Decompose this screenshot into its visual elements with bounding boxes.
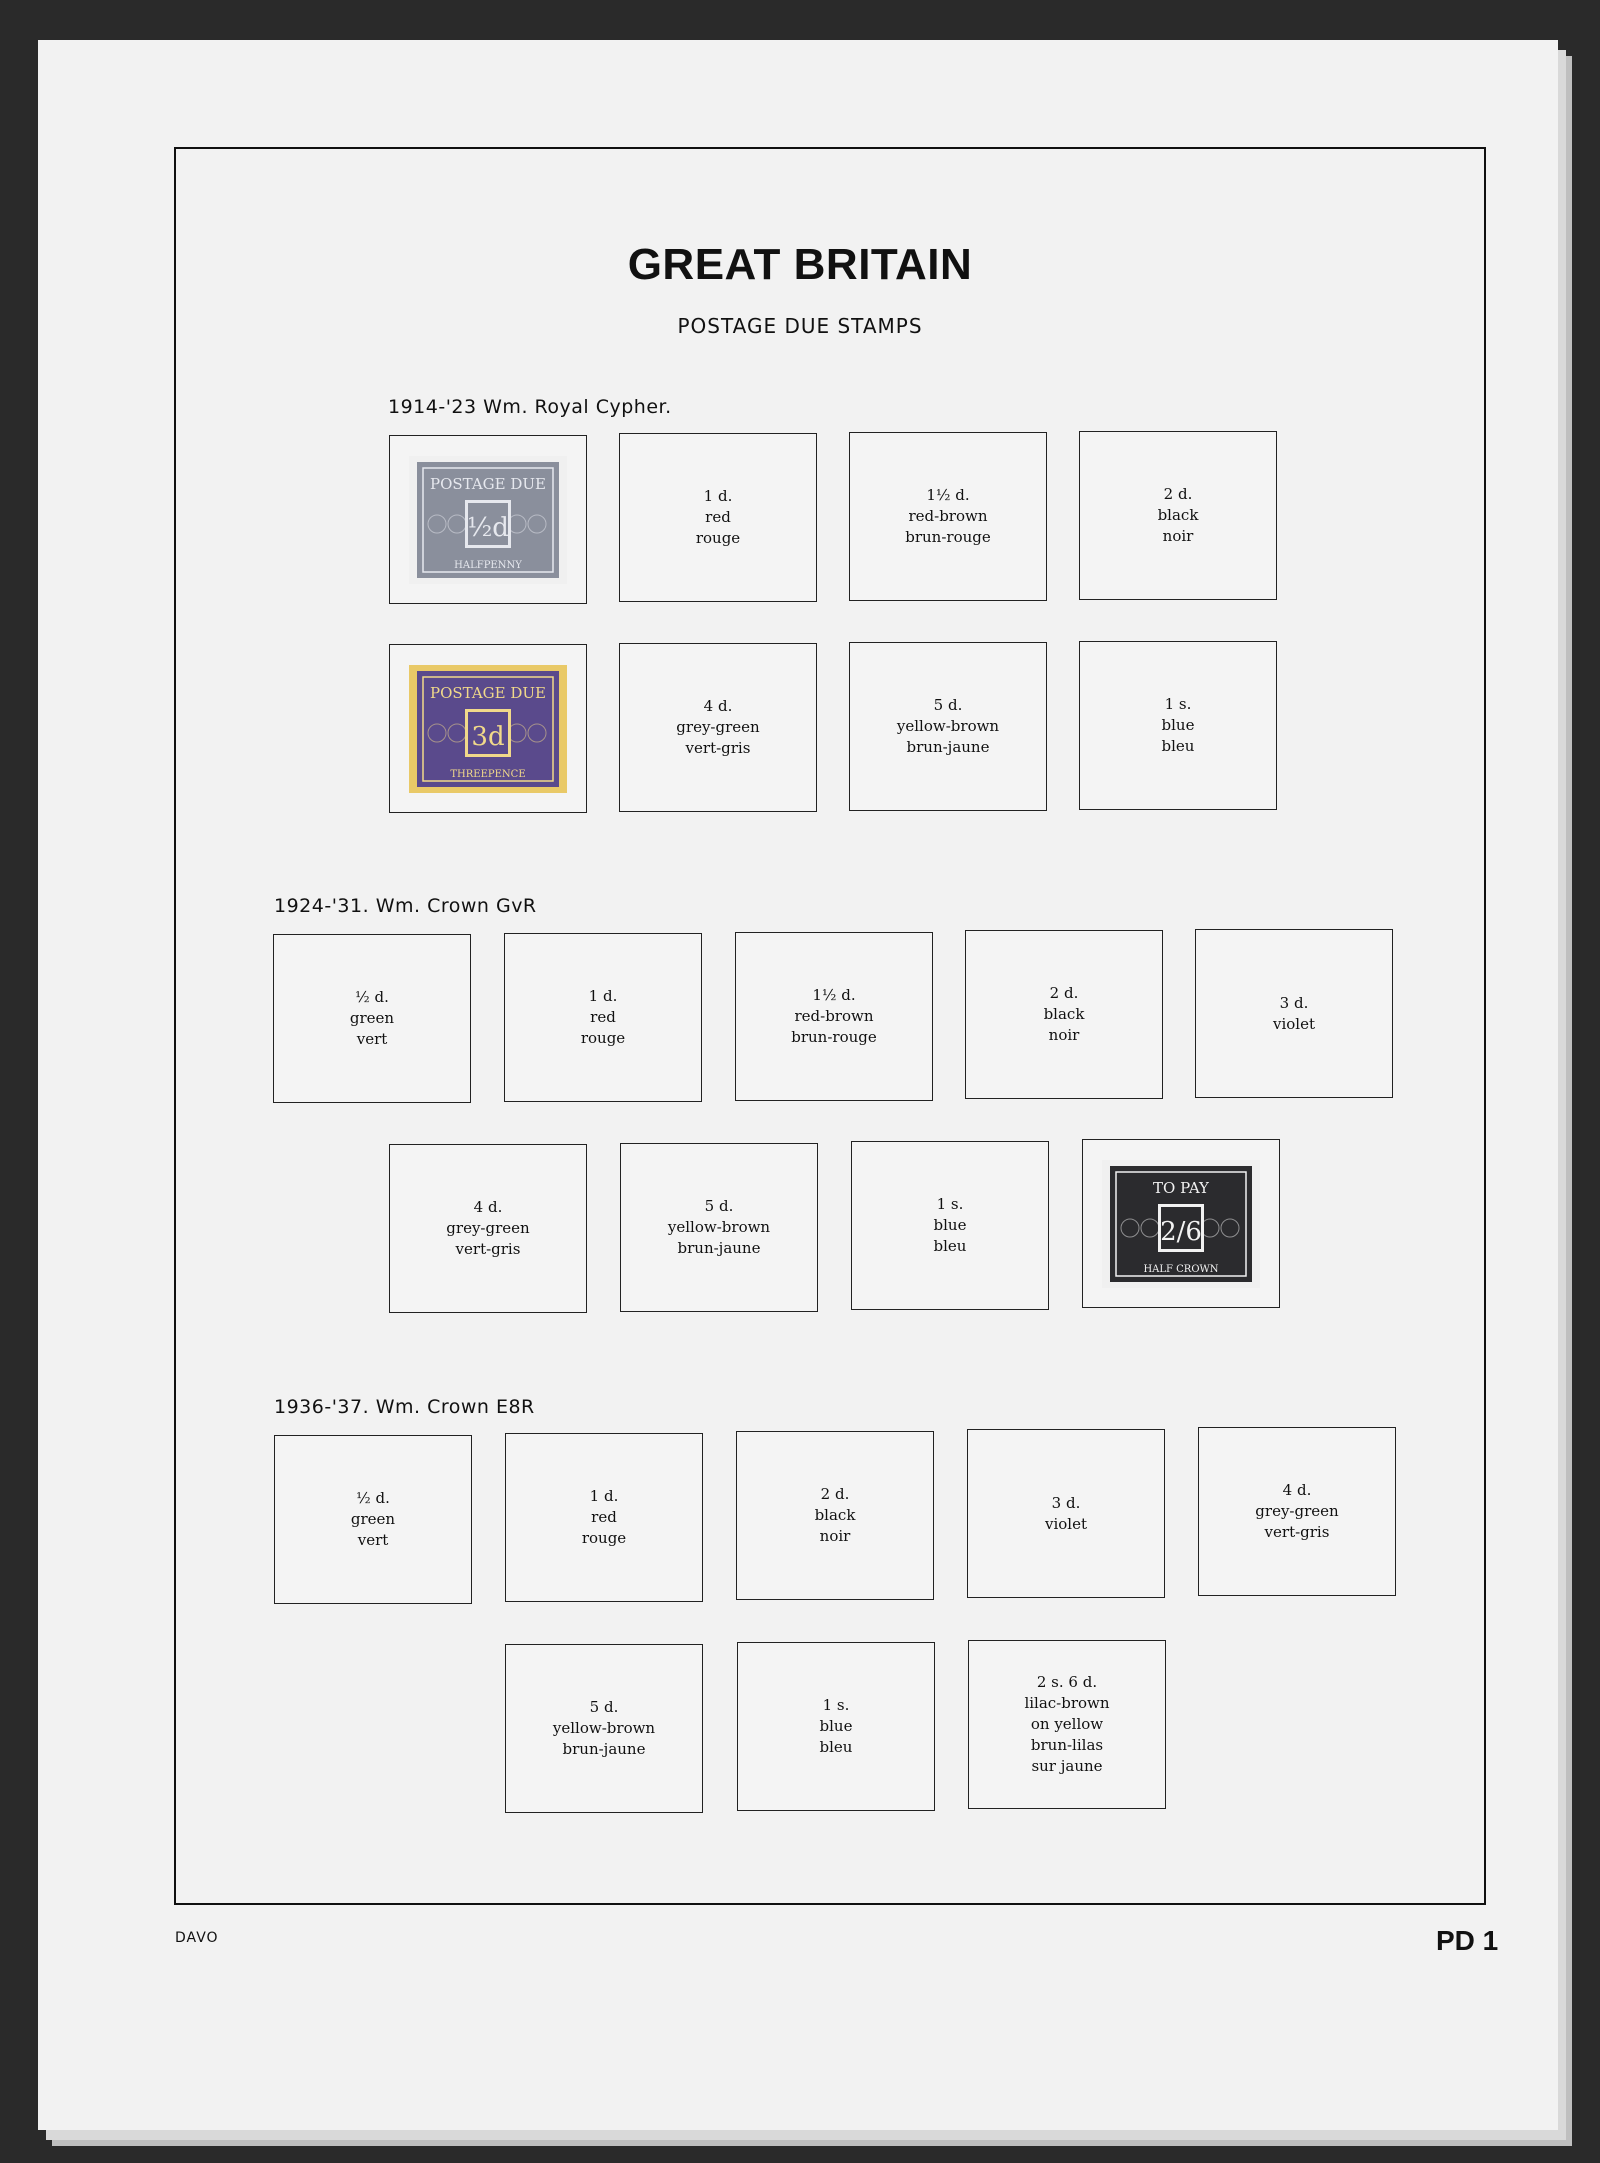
stamp-value-label: 5 d. <box>589 1698 619 1716</box>
stamp-slot[interactable] <box>274 1435 472 1604</box>
stamp-slot[interactable] <box>735 932 933 1101</box>
postage-due-stamp-image <box>1100 1158 1262 1290</box>
stamp-slot[interactable] <box>849 642 1047 811</box>
stamp-value-label: 5 d. <box>933 696 963 714</box>
mounted-stamp-slot[interactable] <box>389 435 587 604</box>
stamp-color-label: rouge <box>695 529 741 547</box>
stamp-color-label: black <box>814 1506 856 1524</box>
svg-text:HALF CROWN: HALF CROWN <box>1143 1264 1219 1275</box>
stamp-color-label: sur jaune <box>1031 1757 1103 1775</box>
stamp-color-label: vert-gris <box>685 739 751 757</box>
stamp-value-label: 1 s. <box>1164 695 1192 713</box>
mounted-stamp-slot[interactable] <box>1082 1139 1280 1308</box>
stamp-color-label: brun-rouge <box>791 1028 877 1046</box>
publisher-mark: DAVO <box>175 1930 219 1946</box>
stamp-color-label: grey-green <box>676 718 760 736</box>
stamp-value-label: 2 d. <box>1163 485 1193 503</box>
stamp-slot[interactable] <box>968 1640 1166 1809</box>
stamp-color-label: green <box>349 1009 395 1027</box>
stamp-value-label: 1 s. <box>936 1195 964 1213</box>
stamp-slot[interactable] <box>737 1642 935 1811</box>
stamp-slot[interactable] <box>851 1141 1049 1310</box>
stamp-color-label: vert <box>356 1030 388 1048</box>
stamp-slot[interactable] <box>967 1429 1165 1598</box>
stamp-color-label: red-brown <box>794 1007 874 1025</box>
stamp-color-label: yellow-brown <box>896 717 1000 735</box>
stamp-slot[interactable] <box>505 1433 703 1602</box>
svg-text:½d: ½d <box>467 513 509 543</box>
stamp-color-label: bleu <box>1161 737 1195 755</box>
stamp-slot[interactable] <box>273 934 471 1103</box>
page-title: GREAT BRITAIN <box>627 240 973 289</box>
section-heading-1924: 1924-'31. Wm. Crown GvR <box>274 895 537 917</box>
stamp-color-label: vert <box>357 1531 389 1549</box>
stamp-value-label: 1 d. <box>588 987 618 1005</box>
stamp-color-label: brun-lilas <box>1030 1736 1104 1754</box>
stamp-value-label: 1 d. <box>589 1487 619 1505</box>
stamp-color-label: bleu <box>819 1738 853 1756</box>
stamp-slot[interactable] <box>965 930 1163 1099</box>
stamp-value-label: 5 d. <box>704 1197 734 1215</box>
stamp-color-label: grey-green <box>1255 1502 1339 1520</box>
stamp-color-label: vert-gris <box>455 1240 521 1258</box>
stamp-value-label: ½ d. <box>356 1489 390 1507</box>
svg-text:TO PAY: TO PAY <box>1153 1179 1209 1197</box>
stamp-slot[interactable] <box>736 1431 934 1600</box>
stamp-slot[interactable] <box>389 1144 587 1313</box>
stamp-slot[interactable] <box>1195 929 1393 1098</box>
stamp-slot[interactable] <box>1079 641 1277 810</box>
stamp-color-label: vert-gris <box>1264 1523 1330 1541</box>
stamp-color-label: violet <box>1272 1014 1315 1033</box>
stamp-slot[interactable] <box>504 933 702 1102</box>
stamp-slot[interactable] <box>505 1644 703 1813</box>
stamp-color-label: blue <box>933 1216 967 1234</box>
svg-text:POSTAGE DUE: POSTAGE DUE <box>429 475 547 493</box>
stamp-color-label: brun-jaune <box>906 738 990 756</box>
stamp-color-label: black <box>1157 506 1199 524</box>
section-heading-1914: 1914-'23 Wm. Royal Cypher. <box>388 396 672 418</box>
stamp-value-label: 4 d. <box>1282 1481 1312 1499</box>
stamp-slot[interactable] <box>1079 431 1277 600</box>
stamp-value-label: ½ d. <box>355 988 389 1006</box>
stamp-color-label: lilac-brown <box>1024 1694 1110 1712</box>
stamp-value-label: 3 d. <box>1051 1493 1081 1512</box>
stamp-slot[interactable] <box>619 643 817 812</box>
stamp-slot[interactable] <box>1198 1427 1396 1596</box>
stamp-slot[interactable] <box>620 1143 818 1312</box>
stamp-color-label: blue <box>1161 716 1195 734</box>
postage-due-stamp-image <box>407 454 569 586</box>
svg-text:3d: 3d <box>471 722 505 752</box>
stamp-color-label: yellow-brown <box>667 1218 771 1236</box>
stamp-color-label: rouge <box>580 1029 626 1047</box>
mounted-stamp-slot[interactable] <box>389 644 587 813</box>
stamp-value-label: 1½ d. <box>926 486 970 504</box>
svg-text:2/6: 2/6 <box>1160 1217 1202 1247</box>
stamp-color-label: brun-rouge <box>905 528 991 546</box>
stamp-color-label: noir <box>1162 527 1194 545</box>
stamp-color-label: brun-jaune <box>562 1740 646 1758</box>
stamp-slot[interactable] <box>849 432 1047 601</box>
stamp-value-label: 1½ d. <box>812 986 856 1004</box>
stamp-color-label: blue <box>819 1717 853 1735</box>
stamp-color-label: violet <box>1044 1514 1087 1533</box>
stamp-value-label: 4 d. <box>473 1198 503 1216</box>
section-heading-1936: 1936-'37. Wm. Crown E8R <box>274 1396 535 1418</box>
svg-text:HALFPENNY: HALFPENNY <box>454 560 522 571</box>
stamp-color-label: yellow-brown <box>552 1719 656 1737</box>
stamp-color-label: on yellow <box>1030 1715 1104 1733</box>
stamp-color-label: red <box>705 508 731 526</box>
svg-text:THREEPENCE: THREEPENCE <box>450 769 526 780</box>
stamp-color-label: bleu <box>933 1237 967 1255</box>
stamp-color-label: red <box>591 1508 617 1526</box>
page-subtitle: POSTAGE DUE STAMPS <box>677 314 923 338</box>
stamp-color-label: grey-green <box>446 1219 530 1237</box>
page-number: PD 1 <box>1436 1925 1499 1956</box>
stamp-value-label: 1 s. <box>822 1696 850 1714</box>
postage-due-stamp-image <box>407 663 569 795</box>
stamp-value-label: 2 d. <box>820 1485 850 1503</box>
stamp-color-label: red <box>590 1008 616 1026</box>
stamp-color-label: brun-jaune <box>677 1239 761 1257</box>
stamp-value-label: 3 d. <box>1279 993 1309 1012</box>
stamp-color-label: black <box>1043 1005 1085 1023</box>
stamp-value-label: 2 s. 6 d. <box>1036 1673 1098 1691</box>
stamp-color-label: noir <box>1048 1026 1080 1044</box>
svg-text:POSTAGE DUE: POSTAGE DUE <box>429 684 547 702</box>
stamp-color-label: red-brown <box>908 507 988 525</box>
stamp-value-label: 1 d. <box>703 487 733 505</box>
stamp-value-label: 2 d. <box>1049 984 1079 1002</box>
stamp-color-label: rouge <box>581 1529 627 1547</box>
stamp-value-label: 4 d. <box>703 697 733 715</box>
stamp-color-label: green <box>350 1510 396 1528</box>
stamp-color-label: noir <box>819 1527 851 1545</box>
stamp-slot[interactable] <box>619 433 817 602</box>
